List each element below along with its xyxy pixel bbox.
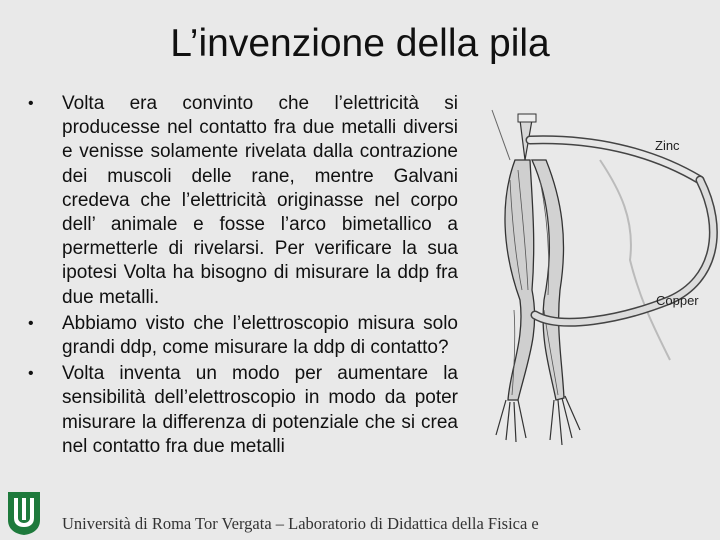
bullet-item bbox=[28, 312, 458, 360]
zinc-label: Zinc bbox=[655, 138, 680, 153]
university-logo-icon bbox=[6, 490, 42, 536]
frog-legs-illustration bbox=[470, 100, 720, 470]
slide-title: L’invenzione della pila bbox=[170, 22, 550, 65]
bullet-item bbox=[28, 92, 458, 310]
bullet-list bbox=[28, 92, 458, 461]
bullet-dot-icon: • bbox=[28, 365, 34, 383]
bullet-text: Abbiamo visto che l’elettroscopio misura solo grandi ddp, come misurare la ddp di contatto? bbox=[62, 312, 458, 359]
bullet-dot-icon: • bbox=[28, 314, 34, 332]
bullet-text: Volta inventa un modo per aumentare la sensibilità dell’elettroscopio in modo da poter misurare la differenza di potenziale che si crea nel contatto fra due metalli bbox=[62, 363, 458, 457]
bullet-item bbox=[28, 362, 458, 459]
footer-text: Università di Roma Tor Vergata – Laboratorio di Didattica della Fisica e bbox=[62, 514, 539, 533]
bullet-dot-icon: • bbox=[28, 95, 34, 112]
bullet-text: Volta era convinto che l’elettricità si producesse nel contatto fra due metalli diversi e venisse solamente rivelata dalla contrazione dei muscoli delle rane, mentre Galvani credeva che l’elettricità originasse nel corpo dell’ animale e fosse l’arco bimetallico a permetterle di rivelarsi. Per verificare la sua ipotesi Volta ha bisogno di misurare la ddp fra due metalli. bbox=[62, 93, 458, 308]
copper-label: Copper bbox=[656, 293, 699, 308]
